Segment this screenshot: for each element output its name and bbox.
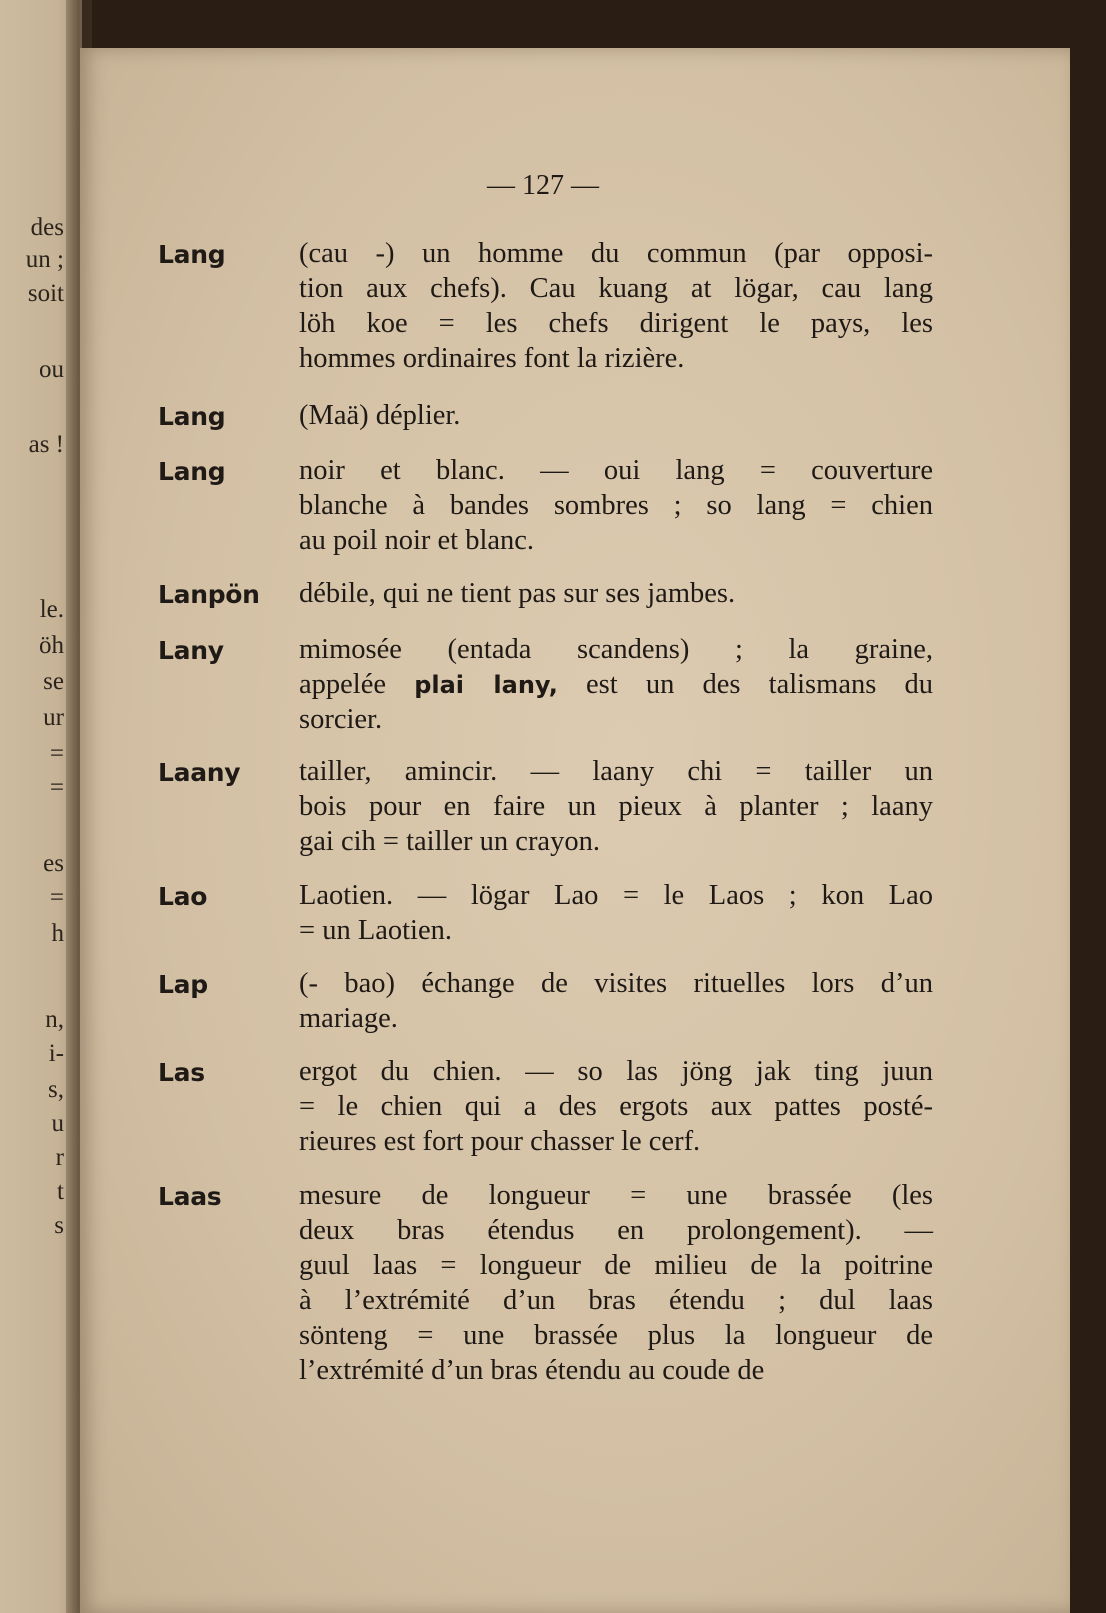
headword: Las [158, 1058, 205, 1087]
definition-line: bois pour en faire un pieux à planter ; laany [299, 791, 933, 822]
definition-line: guul laas = longueur de milieu de la poitrine [299, 1250, 933, 1281]
definition [299, 878, 933, 948]
headword: Laany [158, 758, 241, 787]
definition-line: hommes ordinaires font la rizière. [299, 343, 685, 374]
definition-line: sorcier. [299, 704, 383, 735]
headword: Lap [158, 970, 208, 999]
definition-line: (cau -) un homme du commun (par opposi- [299, 238, 933, 269]
definition-line: deux bras étendus en prolongement). — [299, 1215, 933, 1246]
definition [299, 236, 933, 376]
definition-line: (- bao) échange de visites rituelles lors d’un [299, 968, 933, 999]
left-page-fragment: r [55, 1144, 64, 1171]
headword: Lanpön [158, 580, 260, 609]
left-page-fragment: ou [39, 356, 64, 383]
definition-text: est un des talismans du [557, 669, 933, 700]
definition-line: (Maä) déplier. [299, 400, 461, 431]
left-page-fragment: soit [27, 280, 64, 307]
page-number: — 127 — [487, 170, 599, 201]
left-page-fragment: n, [45, 1006, 64, 1033]
definition-line: à l’extrémité d’un bras étendu ; dul laas [299, 1285, 933, 1316]
definition-line: gai cih = tailler un crayon. [299, 826, 600, 857]
left-page-fragment: ur [43, 704, 64, 731]
definition-line: l’extrémité d’un bras étendu au coude de [299, 1355, 765, 1386]
definition-line: débile, qui ne tient pas sur ses jambes. [299, 578, 736, 609]
definition [299, 576, 933, 611]
bold-term: plai lany, [414, 671, 558, 699]
definition [299, 1178, 933, 1388]
left-page-fragment: öh [39, 632, 64, 659]
left-page-fragment: = [49, 774, 64, 801]
definition-line: löh koe = les chefs dirigent le pays, les [299, 308, 933, 339]
definition-line: ergot du chien. — so las jöng jak ting juun [299, 1056, 933, 1087]
definition-line: rieures est fort pour chasser le cerf. [299, 1126, 701, 1157]
definition-line: mariage. [299, 1003, 398, 1034]
left-page-fragment: t [57, 1178, 64, 1205]
definition-line: sönteng = une brassée plus la longueur de [299, 1320, 933, 1351]
left-page-fragment: = [49, 884, 64, 911]
definition-line: mimosée (entada scandens) ; la graine, [299, 634, 933, 665]
definition [299, 754, 933, 859]
left-page-fragment: un ; [25, 246, 64, 273]
headword: Lang [158, 402, 226, 431]
definition-line: Laotien. — lögar Lao = le Laos ; kon Lao [299, 880, 933, 911]
definition-line: mesure de longueur = une brassée (les [299, 1180, 933, 1211]
left-page-fragment: i- [48, 1040, 64, 1067]
definition-line: tailler, amincir. — laany chi = tailler un [299, 756, 933, 787]
headword: Laas [158, 1182, 222, 1211]
definition-line: = le chien qui a des ergots aux pattes posté- [299, 1091, 933, 1122]
left-page-fragment: = [49, 740, 64, 767]
headword: Lang [158, 240, 226, 269]
left-page-fragment: des [30, 214, 64, 241]
left-page-fragment: s, [48, 1076, 64, 1103]
definition [299, 453, 933, 558]
definition [299, 1054, 933, 1159]
definition-line: blanche à bandes sombres ; so lang = chien [299, 490, 933, 521]
left-page-fragment: h [51, 920, 64, 947]
headword: Lang [158, 457, 226, 486]
left-page-fragment: se [43, 668, 64, 695]
definition-text: appelée [299, 669, 415, 700]
definition-line: au poil noir et blanc. [299, 525, 535, 556]
definition-line: noir et blanc. — oui lang = couverture [299, 455, 933, 486]
left-page-fragment: le. [39, 596, 64, 623]
definition [299, 398, 933, 433]
definition-line [299, 667, 933, 702]
left-page-fragment: es [43, 850, 64, 877]
definition [299, 966, 933, 1036]
headword: Lany [158, 636, 224, 665]
definition-line: tion aux chefs). Cau kuang at lögar, cau lang [299, 273, 933, 304]
headword: Lao [158, 882, 208, 911]
definition-line: = un Laotien. [299, 915, 452, 946]
left-page-fragment: as ! [28, 431, 64, 458]
left-page-fragment: u [51, 1110, 64, 1137]
left-page-fragment: s [54, 1212, 64, 1239]
definition [299, 632, 933, 737]
